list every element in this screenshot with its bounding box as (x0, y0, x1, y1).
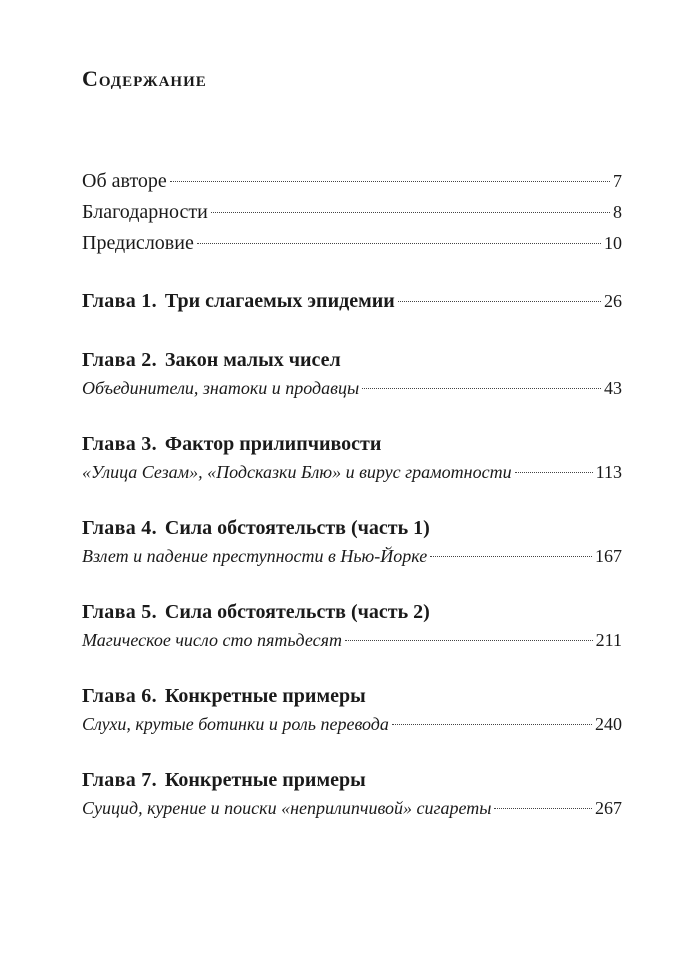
entry-page-number: 167 (595, 546, 622, 566)
chapter-title: Конкретные примеры (164, 685, 366, 707)
chapter-subtitle: Взлет и падение преступности в Нью-Йорке (82, 546, 428, 566)
dot-leader (345, 640, 593, 641)
dot-leader (430, 556, 592, 557)
chapter-subtitle: «Улица Сезам», «Подсказки Блю» и вирус грамотности (82, 462, 512, 482)
toc-entry-chapter-7[interactable] (82, 766, 622, 822)
toc-entry-chapter-1[interactable] (82, 286, 622, 317)
dot-leader (515, 472, 593, 473)
entry-label: Предисловие (82, 232, 194, 254)
chapter-title: Закон малых чисел (164, 349, 341, 371)
chapter-subtitle: Слухи, крутые ботинки и роль перевода (82, 714, 389, 734)
entry-label: Благодарности (82, 201, 208, 223)
toc-entry-chapter-2[interactable] (82, 346, 622, 402)
chapter-title: Сила обстоятельств (часть 1) (164, 517, 430, 539)
toc-entry-chapter-5[interactable] (82, 598, 622, 654)
chapter-subtitle: Магическое число сто пятьдесят (82, 630, 342, 650)
chapter-number: Глава 5. (82, 601, 157, 623)
front-matter-list (82, 166, 622, 259)
dot-leader (211, 212, 610, 213)
entry-page-number: 8 (613, 202, 622, 222)
entry-page-number: 211 (595, 630, 622, 650)
dot-leader (398, 301, 601, 302)
page-title: Содержание (82, 66, 207, 91)
toc-entry-acknowledgements[interactable] (82, 197, 622, 228)
dot-leader (197, 243, 601, 244)
entry-page-number: 26 (604, 291, 622, 311)
chapter-number: Глава 3. (82, 433, 157, 455)
entry-page-number: 43 (604, 378, 622, 398)
chapter-subtitle: Суицид, курение и поиски «неприлипчивой» сигареты (82, 798, 492, 818)
entry-page-number: 267 (595, 798, 622, 818)
dot-leader (494, 808, 592, 809)
chapter-number: Глава 1. (82, 290, 157, 312)
toc-entry-chapter-6[interactable] (82, 682, 622, 738)
entry-page-number: 240 (595, 714, 622, 734)
entry-page-number: 7 (613, 171, 622, 191)
chapter-number: Глава 2. (82, 349, 157, 371)
chapter-title: Сила обстоятельств (часть 2) (164, 601, 430, 623)
chapter-number: Глава 6. (82, 685, 157, 707)
dot-leader (170, 181, 610, 182)
toc-entry-chapter-4[interactable] (82, 514, 622, 570)
toc-entry-chapter-3[interactable] (82, 430, 622, 486)
toc-entry-preface[interactable] (82, 228, 622, 259)
chapter-subtitle: Объединители, знатоки и продавцы (82, 378, 360, 398)
chapter-title: Три слагаемых эпидемии (164, 290, 395, 312)
entry-label: Об авторе (82, 170, 167, 192)
chapter-number: Глава 7. (82, 769, 157, 791)
chapter-title: Фактор прилипчивости (164, 433, 382, 455)
entry-page-number: 113 (595, 462, 622, 482)
entry-page-number: 10 (604, 233, 622, 253)
chapter-number: Глава 4. (82, 517, 157, 539)
chapter-title: Конкретные примеры (164, 769, 366, 791)
dot-leader (362, 388, 601, 389)
dot-leader (392, 724, 592, 725)
toc-entry-about-author[interactable] (82, 166, 622, 197)
